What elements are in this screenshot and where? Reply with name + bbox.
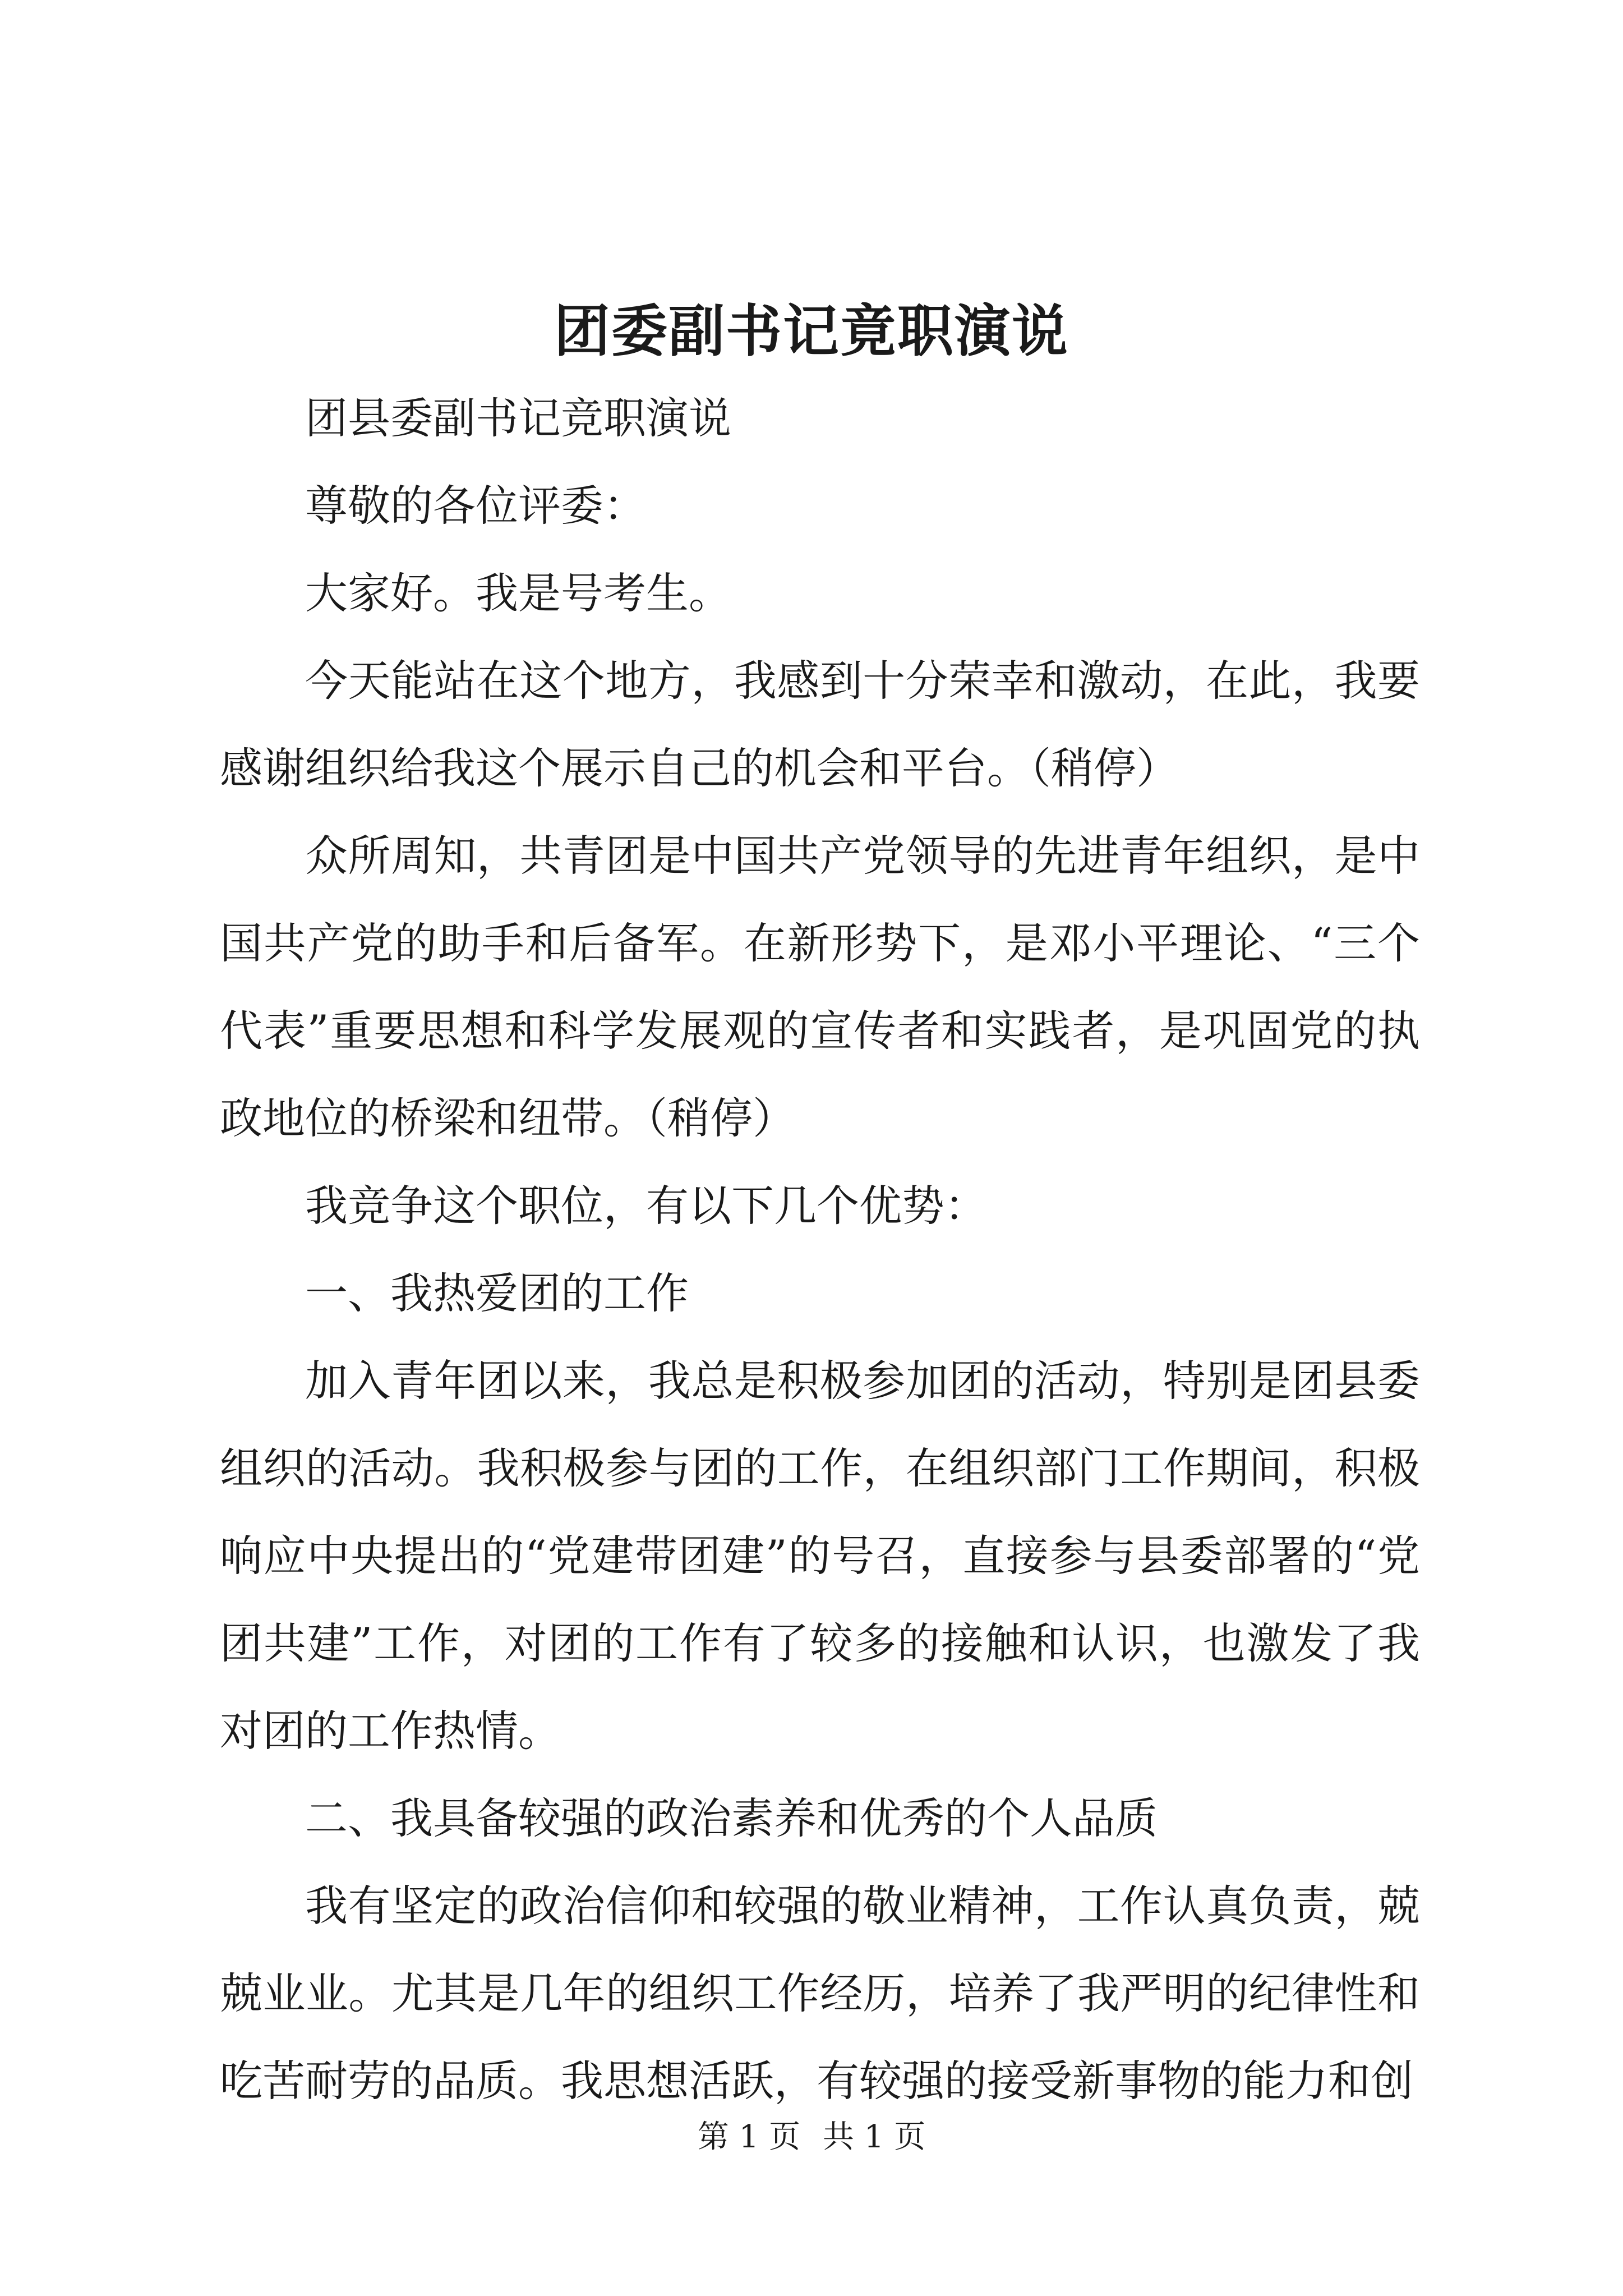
paragraph-background: 众所周知，共青团是中国共产党领导的先进青年组织，是中国共产党的助手和后备军。在新形势下，是邓小平理论、“三个代表”重要思想和科学发展观的宣传者和实践者，是巩固党的执政地位的桥梁和纽带。（稍停） [220,831,1420,1143]
page-number: 第 1 页 [697,2119,800,2155]
document-body [220,375,1420,2125]
document-title: 团委副书记竟职演说 [554,298,1069,364]
section-heading-2: 二、我具备较强的政治素养和优秀的个人品质 [305,1793,1158,1843]
paragraph-advantages-intro: 我竞争这个职位，有以下几个优势： [305,1181,987,1231]
paragraph-salutation: 尊敬的各位评委： [305,481,646,531]
paragraph-section-2: 我有坚定的政治信仰和较强的敬业精神，工作认真负责，兢兢业业。尤其是几年的组织工作经历，培养了我严明的纪律性和吃苦耐劳的品质。我思想活跃，有较强的接受新事物的能力和创 [220,1881,1420,2106]
page-footer [0,2115,1623,2160]
section-heading-1: 一、我热爱团的工作 [305,1268,689,1318]
paragraph-section-1: 加入青年团以来，我总是积极参加团的活动，特别是团县委组织的活动。我积极参与团的工作，在组织部门工作期间，积极响应中央提出的“党建带团建”的号召，直接参与县委部署的“党团共建”工作，对团的工作有了较多的接触和认识，也激发了我对团的工作热情。 [220,1356,1420,1756]
page-total: 共 1 页 [823,2119,926,2155]
paragraph-greeting: 大家好。我是号考生。 [305,568,731,618]
paragraph-subtitle: 团县委副书记竞职演说 [305,393,731,443]
paragraph-opening: 今天能站在这个地方，我感到十分荣幸和激动，在此，我要感谢组织给我这个展示自己的机会和平台。（稍停） [220,656,1420,793]
